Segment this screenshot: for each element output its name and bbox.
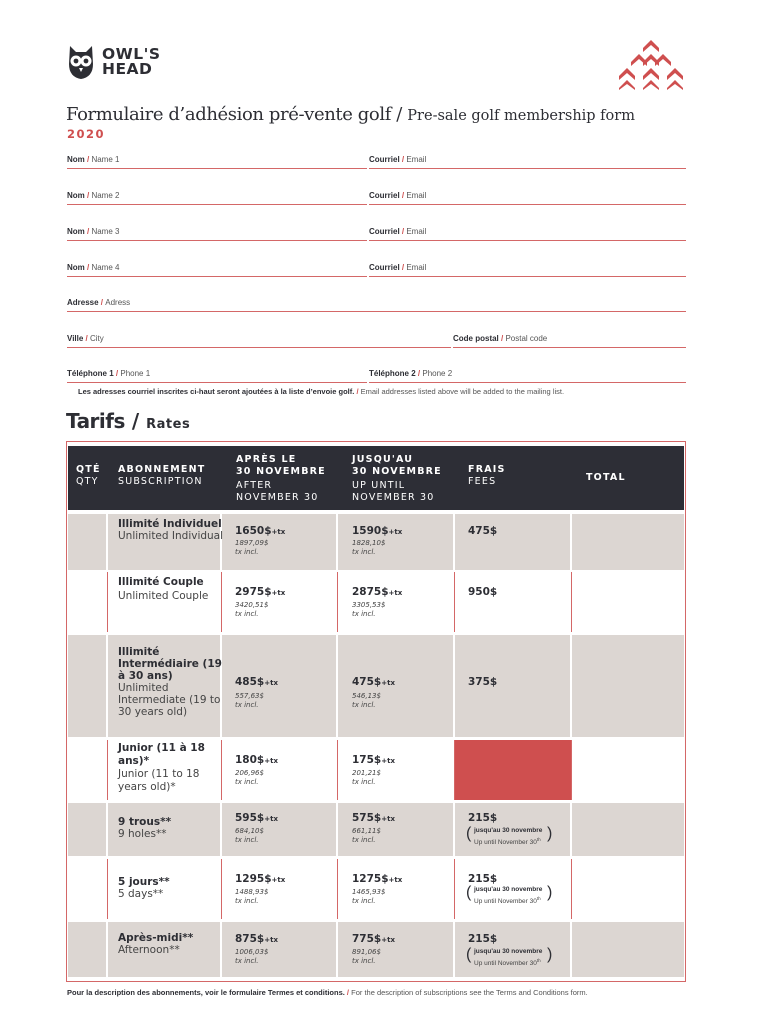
total-cell[interactable] xyxy=(572,514,684,570)
qty-cell[interactable] xyxy=(68,803,108,856)
header-fees-fr: FRAIS xyxy=(468,464,506,475)
price-until-tx-incl: 546,13$ tx incl. xyxy=(352,692,381,709)
subscription-name xyxy=(118,876,226,900)
field-label-en: Adress xyxy=(105,298,131,307)
rates-table-header xyxy=(68,446,684,510)
price-after-tx-incl: 684,10$ tx incl. xyxy=(235,827,264,844)
rate-row xyxy=(68,803,684,856)
subscription-name-fr: Illimité Individuel xyxy=(118,518,222,530)
price-after-tx-incl: 206,96$ tx incl. xyxy=(235,769,264,786)
note-en: Email addresses listed above will be added to the mailing list. xyxy=(360,387,565,396)
field-label-en: City xyxy=(89,334,104,343)
rates-title-fr: Tarifs xyxy=(66,409,125,433)
total-cell[interactable] xyxy=(572,740,684,800)
price-until: 475$+tx xyxy=(352,676,395,688)
fee-deadline-note: ( jusqu'au 30 novembre Up until November 30th ) xyxy=(466,946,553,967)
price-after-tx-incl: 557,63$ tx incl. xyxy=(235,692,264,709)
qty-cell[interactable] xyxy=(68,740,108,800)
subscription-name-en: Unlimited Intermediate (19 to 30 years old) xyxy=(118,682,221,718)
price-until: 775$+tx xyxy=(352,933,395,945)
subscription-name-fr: Junior (11 à 18 ans)* xyxy=(118,742,205,767)
field-label-fr: Téléphone 1 xyxy=(67,369,114,378)
header-after-fr-1: APRÈS LE xyxy=(236,454,297,465)
price-until: 2875$+tx xyxy=(352,586,403,598)
owl-logo-icon xyxy=(66,44,96,80)
header-subscription xyxy=(118,464,205,487)
subscription-name xyxy=(118,576,226,602)
name4-field[interactable]: Nom / Name 4 xyxy=(67,263,367,277)
header-until-fr-1: JUSQU'AU xyxy=(352,454,414,465)
price-after: 875$+tx xyxy=(235,933,278,945)
header-after-en-2: NOVEMBER 30 xyxy=(236,491,319,503)
subscription-name-en: Afternoon** xyxy=(118,944,180,956)
price-until: 1590$+tx xyxy=(352,525,403,537)
phone1-field[interactable]: Téléphone 1 / Phone 1 xyxy=(67,369,367,383)
field-label-fr: Nom xyxy=(67,227,85,236)
field-label-fr: Adresse xyxy=(67,298,99,307)
total-cell[interactable] xyxy=(572,572,684,632)
note-fr: Les adresses courriel inscrites ci-haut seront ajoutées à la liste d’envoie golf. xyxy=(78,387,355,396)
subscription-name xyxy=(118,518,226,542)
subscription-name xyxy=(118,932,226,956)
price-after: 1295$+tx xyxy=(235,873,286,885)
qty-cell[interactable] xyxy=(68,572,108,632)
title-slash: / xyxy=(390,104,408,125)
price-until-tx-incl: 3305,53$ tx incl. xyxy=(352,601,386,618)
rate-row xyxy=(68,922,684,977)
field-label-en: Phone 1 xyxy=(120,369,151,378)
subscription-name-en: 5 days** xyxy=(118,888,164,900)
header-after-nov30 xyxy=(236,454,326,503)
field-label-en: Name 3 xyxy=(91,227,120,236)
field-label-en: Phone 2 xyxy=(422,369,453,378)
subscription-name-fr: Après-midi** xyxy=(118,932,194,944)
subscription-name-en: Unlimited Individual xyxy=(118,530,224,542)
email1-field[interactable]: Courriel / Email xyxy=(369,155,686,169)
header-qty-en: QTY xyxy=(76,475,99,487)
terms-footnote: Pour la description des abonnements, voir le formulaire Termes et conditions. / For the description of subscriptions see the Terms and Conditions form. xyxy=(67,988,588,997)
rate-row xyxy=(68,740,684,800)
name3-field[interactable]: Nom / Name 3 xyxy=(67,227,367,241)
field-label-fr: Nom xyxy=(67,263,85,272)
total-cell[interactable] xyxy=(572,859,684,919)
header-after-en-1: AFTER xyxy=(236,480,273,491)
subscription-name xyxy=(118,742,226,794)
price-after: 2975$+tx xyxy=(235,586,286,598)
header-after-fr-2: 30 NOVEMBRE xyxy=(236,465,326,477)
header-qty-fr: QTÉ xyxy=(76,464,101,475)
subscription-name-fr: Illimité Intermédiaire (19 à 30 ans) xyxy=(118,646,222,682)
name2-field[interactable]: Nom / Name 2 xyxy=(67,191,367,205)
rate-row xyxy=(68,859,684,919)
form-title xyxy=(66,104,635,125)
logo-line-1: OWL'S xyxy=(102,45,161,63)
subscription-name-fr: 5 jours** xyxy=(118,876,170,888)
header-fees-en: FEES xyxy=(468,475,497,487)
address-field[interactable]: Adresse / Adress xyxy=(67,298,686,312)
mountain-chevrons-icon xyxy=(610,38,692,90)
fee-deadline-note: ( jusqu'au 30 novembre Up until November 30th ) xyxy=(466,825,553,846)
field-label-en: Email xyxy=(406,227,427,236)
header-until-fr-2: 30 NOVEMBRE xyxy=(352,465,442,477)
qty-cell[interactable] xyxy=(68,859,108,919)
fee-deadline-note: ( jusqu'au 30 novembre Up until November 30th ) xyxy=(466,884,553,905)
header-sub-fr: ABONNEMENT xyxy=(118,464,206,475)
field-label-fr: Courriel xyxy=(369,191,400,200)
subscription-name-en: Junior (11 to 18 years old)* xyxy=(118,768,200,793)
price-after: 595$+tx xyxy=(235,812,278,824)
price-after-tx-incl: 1006,03$ tx incl. xyxy=(235,948,269,965)
logo-wordmark xyxy=(102,47,161,77)
header-total xyxy=(586,472,626,484)
total-cell[interactable] xyxy=(572,635,684,737)
header-until-en-2: NOVEMBER 30 xyxy=(352,491,435,503)
field-label-fr: Code postal xyxy=(453,334,499,343)
fee-value: 475$ xyxy=(468,525,498,537)
form-year: 2020 xyxy=(67,127,106,141)
field-label-fr: Téléphone 2 xyxy=(369,369,416,378)
field-label-en: Name 1 xyxy=(91,155,120,164)
rate-row xyxy=(68,635,684,737)
field-label-fr: Nom xyxy=(67,191,85,200)
field-label-en: Name 2 xyxy=(91,191,120,200)
field-label-en: Postal code xyxy=(505,334,548,343)
field-label-en: Name 4 xyxy=(91,263,120,272)
header-fees xyxy=(468,464,506,487)
fee-value: 215$ xyxy=(468,812,498,824)
subscription-name-fr: 9 trous** xyxy=(118,816,172,828)
price-until: 1275$+tx xyxy=(352,873,403,885)
price-after-tx-incl: 1897,09$ tx incl. xyxy=(235,539,269,556)
qty-cell[interactable] xyxy=(68,514,108,570)
qty-cell[interactable] xyxy=(68,635,108,737)
postal-code-field[interactable]: Code postal / Postal code xyxy=(453,334,686,348)
fee-value: 215$ xyxy=(468,933,498,945)
rate-row xyxy=(68,514,684,570)
fee-value: 375$ xyxy=(468,676,498,688)
price-until: 175$+tx xyxy=(352,754,395,766)
footer-fr: Pour la description des abonnements, voir le formulaire Termes et conditions. xyxy=(67,988,345,997)
footer-en: For the description of subscriptions see the Terms and Conditions form. xyxy=(351,988,588,997)
field-label-fr: Courriel xyxy=(369,155,400,164)
field-label-fr: Nom xyxy=(67,155,85,164)
total-cell[interactable] xyxy=(572,922,684,977)
rates-heading: Tarifs / Rates xyxy=(66,409,191,433)
price-until-tx-incl: 1828,10$ tx incl. xyxy=(352,539,386,556)
subscription-name xyxy=(118,816,226,840)
form-title-en: Pre-sale golf membership form xyxy=(407,108,635,124)
header-total-label: TOTAL xyxy=(586,472,626,483)
owls-head-logo xyxy=(66,44,161,80)
phone2-field[interactable]: Téléphone 2 / Phone 2 xyxy=(369,369,686,383)
subscription-name-en: 9 holes** xyxy=(118,828,167,840)
field-label-fr: Ville xyxy=(67,334,84,343)
name1-field[interactable]: Nom / Name 1 xyxy=(67,155,367,169)
subscription-name-fr: Illimité Couple xyxy=(118,576,204,588)
field-label-en: Email xyxy=(406,155,427,164)
price-after-tx-incl: 3420,51$ tx incl. xyxy=(235,601,269,618)
header-sub-en: SUBSCRIPTION xyxy=(118,475,203,487)
header-until-nov30 xyxy=(352,454,442,503)
price-until-tx-incl: 201,21$ tx incl. xyxy=(352,769,381,786)
price-after: 180$+tx xyxy=(235,754,278,766)
email3-field[interactable]: Courriel / Email xyxy=(369,227,686,241)
field-label-en: Email xyxy=(406,191,427,200)
price-until-tx-incl: 1465,93$ tx incl. xyxy=(352,888,386,905)
field-label-en: Email xyxy=(406,263,427,272)
price-until: 575$+tx xyxy=(352,812,395,824)
price-until-tx-incl: 661,11$ tx incl. xyxy=(352,827,381,844)
fee-value: 215$ xyxy=(468,873,498,885)
header-qty xyxy=(76,464,101,487)
rate-row xyxy=(68,572,684,632)
price-after: 1650$+tx xyxy=(235,525,286,537)
total-cell[interactable] xyxy=(572,803,684,856)
qty-cell[interactable] xyxy=(68,922,108,977)
email4-field[interactable]: Courriel / Email xyxy=(369,263,686,277)
mailing-list-note: Les adresses courriel inscrites ci-haut seront ajoutées à la liste d’envoie golf. / Email addresses listed above will be added to the mailing list. xyxy=(78,387,565,396)
price-until-tx-incl: 891,06$ tx incl. xyxy=(352,948,381,965)
header-until-en-1: UP UNTIL xyxy=(352,480,406,491)
subscription-name xyxy=(118,646,226,718)
subscription-name-en: Unlimited Couple xyxy=(118,590,209,602)
city-field[interactable]: Ville / City xyxy=(67,334,451,348)
email2-field[interactable]: Courriel / Email xyxy=(369,191,686,205)
price-after: 485$+tx xyxy=(235,676,278,688)
form-title-fr: Formulaire d’adhésion pré-vente golf xyxy=(66,104,391,125)
price-after-tx-incl: 1488,93$ tx incl. xyxy=(235,888,269,905)
fee-value: 950$ xyxy=(468,586,498,598)
field-label-fr: Courriel xyxy=(369,263,400,272)
rates-title-en: Rates xyxy=(146,417,191,432)
field-label-fr: Courriel xyxy=(369,227,400,236)
fee-not-applicable-cell xyxy=(455,740,572,800)
logo-line-2: HEAD xyxy=(102,60,153,78)
